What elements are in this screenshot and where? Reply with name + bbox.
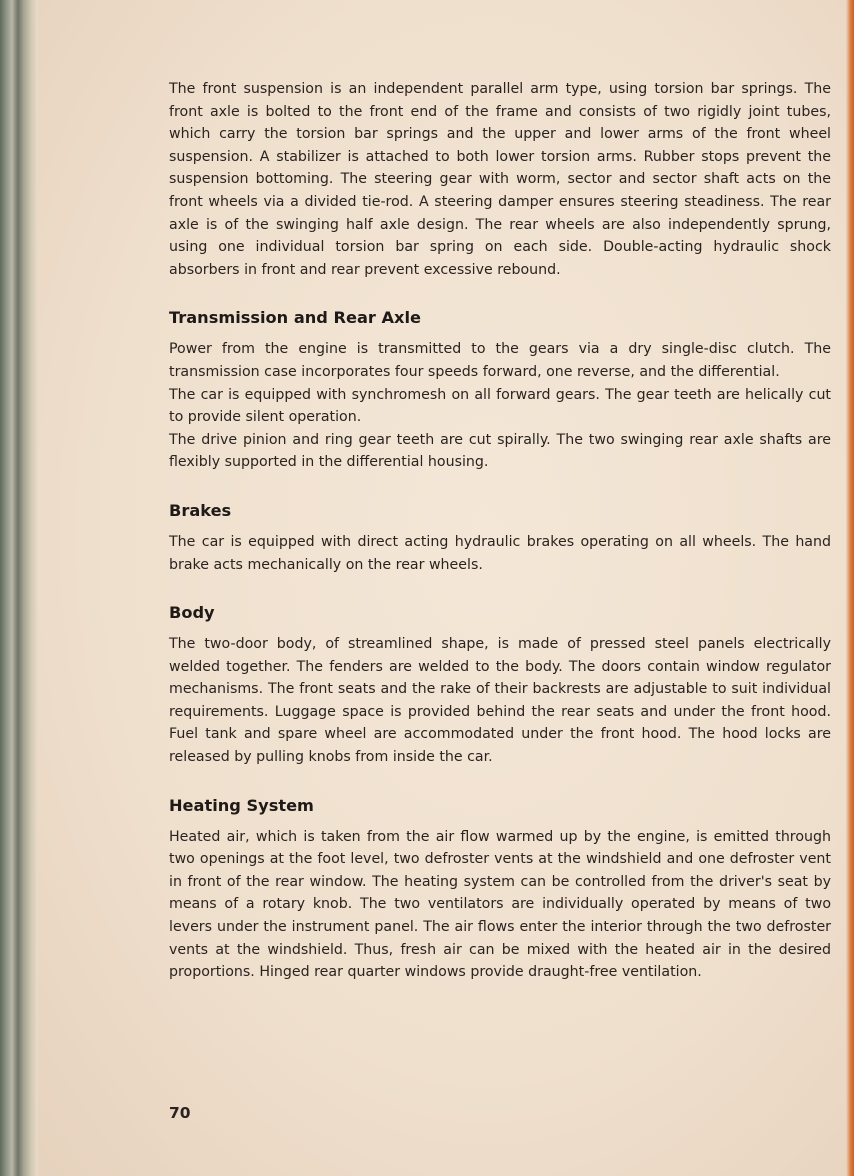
heading-brakes: Brakes <box>169 500 232 520</box>
transmission-paragraph-3: The drive pinion and ring gear teeth are cut spirally. The two swinging rear axle shafts are flexibly supported in the differential housing. <box>169 431 831 471</box>
heading-body: Body <box>169 603 215 623</box>
page-body <box>169 78 831 984</box>
brakes-paragraph: The car is equipped with direct acting hydraulic brakes operating on all wheels. The hand brake acts mechanically on the rear wheels. <box>169 533 831 573</box>
body-paragraph: The two-door body, of streamlined shape, is made of pressed steel panels electrically welded together. The fenders are welded to the body. The doors contain window regulator mechanisms. The front seats and the rake of their backrests are adjustable to suit individual requirements. Luggage space is provided behind the rear seats and under the front hood. Fuel tank and spare wheel are accommodated under the front hood. The hood locks are released by pulling knobs from inside the car. <box>169 636 831 766</box>
page-number: 70 <box>169 1104 191 1122</box>
intro-paragraph: The front suspension is an independent parallel arm type, using torsion bar springs. The front axle is bolted to the front end of the frame and consists of two rigidly joint tubes, which carry the torsion bar springs and the upper and lower arms of the front wheel suspension. A stabilizer is attached to both lower torsion arms. Rubber stops prevent the suspension bottoming. The steering gear with worm, sector and sector shaft acts on the front wheels via a divided tie-rod. A steering damper ensures steering steadiness. The rear axle is of the swinging half axle design. The rear wheels are also independently sprung, using one individual torsion bar spring on each side. Double-acting hydraulic shock absorbers in front and rear prevent excessive rebound. <box>169 81 831 278</box>
transmission-paragraph-1: Power from the engine is transmitted to the gears via a dry single-disc clutch. The transmission case incorporates four speeds forward, one reverse, and the differential. <box>169 341 831 380</box>
adjacent-page-edge <box>846 0 854 1176</box>
heading-heating-system: Heating System <box>169 795 314 815</box>
transmission-paragraph-2: The car is equipped with synchromesh on all forward gears. The gear teeth are helically cut to provide silent operation. <box>169 386 831 426</box>
heating-paragraph: Heated air, which is taken from the air flow warmed up by the engine, is emitted through two openings at the foot level, two defroster vents at the windshield and one defroster vent in front of the rear window. The heating system can be controlled from the driver's seat by means of a rotary knob. The two ventilators are individually operated by means of two levers under the instrument panel. The air flows enter the interior through the two defroster vents at the windshield. Thus, fresh air can be mixed with the heated air in the desired proportions. Hinged rear quarter windows provide draught-free ventilation. <box>169 828 831 981</box>
heading-transmission: Transmission and Rear Axle <box>169 308 421 328</box>
book-spine <box>0 0 38 1176</box>
